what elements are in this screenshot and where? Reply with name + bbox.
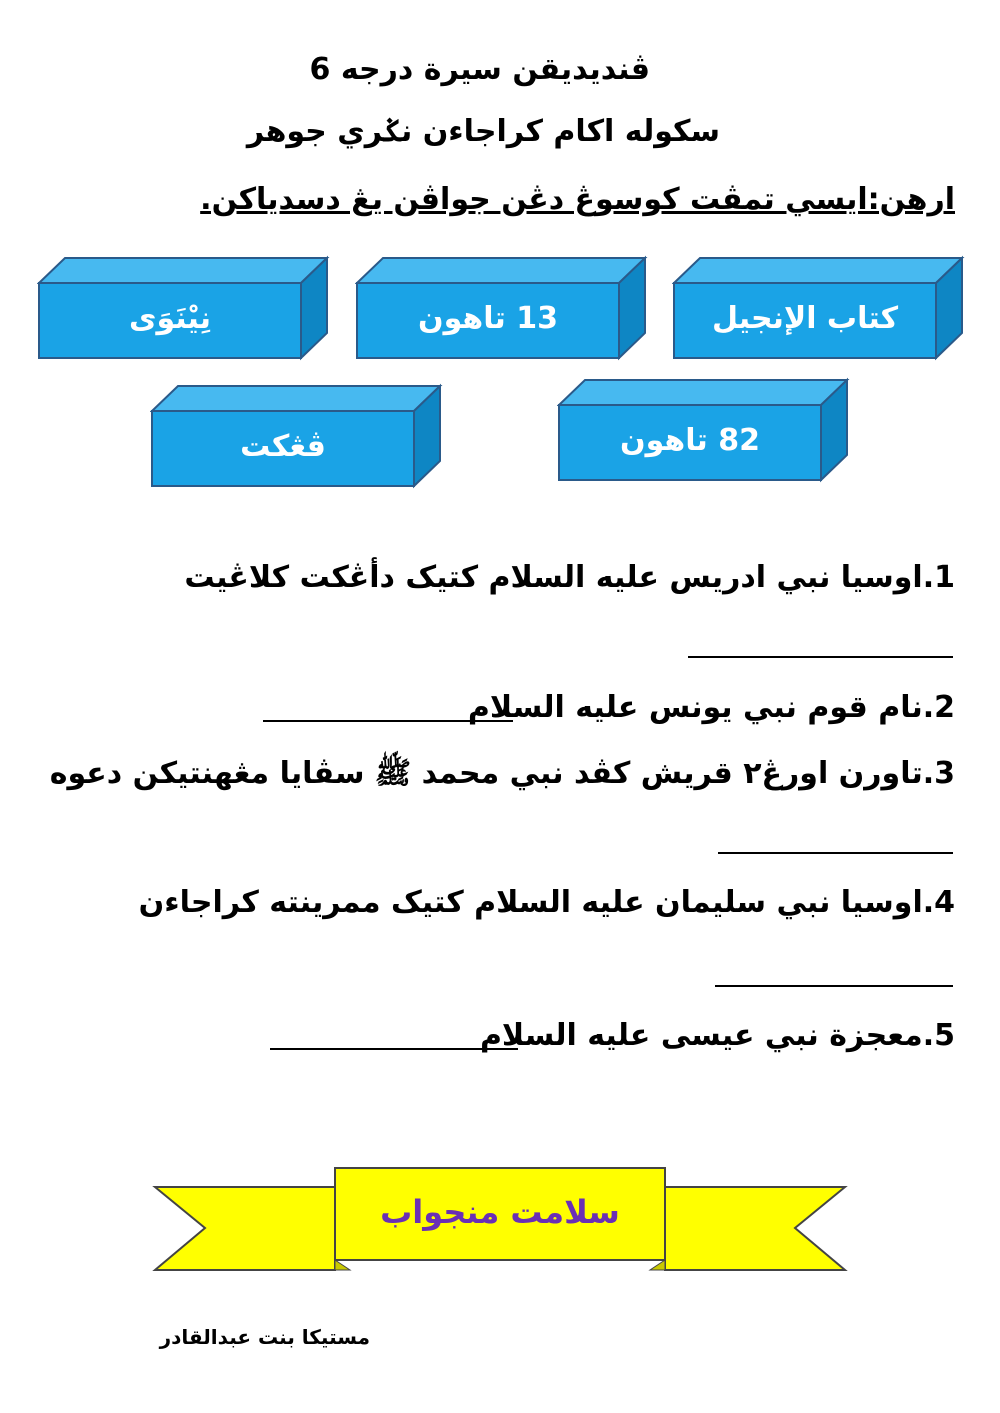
word-box-injil [672,255,972,365]
word-box-label: 13 تاهون [418,301,558,336]
question-5: 5.معجزة نبي عيسى عليه السلام [479,1018,955,1053]
answer-blank-4[interactable] [715,985,953,987]
author-credit: مستيكا بنت عبدالقادر [159,1325,370,1349]
word-box-nineveh [37,255,337,365]
word-box-label: نِيْنَوَى [128,301,212,336]
closing-banner [150,1165,850,1285]
question-4: 4.اوسيا نبي سليمان عليه السلام كتيک ممرينته كراجاءن [138,885,955,920]
page-title: ڤنديديقن سيرة درجه 6 [309,52,650,87]
instruction: ارهن:ايسي تمڤت كوسوڠ دڠن جواڤن يڠ دسدياكن. [200,182,955,217]
word-box-label: كتاب الإنجيل [711,301,899,336]
question-2: 2.نام قوم نبي يونس عليه السلام [467,690,955,725]
answer-blank-1[interactable] [688,656,953,658]
answer-blank-5[interactable] [270,1048,518,1050]
word-box-angkat [150,383,450,493]
question-1: 1.اوسيا نبي ادريس عليه السلام كتيک دأڠكت كلاڠيت [184,560,955,595]
banner-text: سلامت منجواب [380,1193,620,1231]
school-name: سكوله اکام كراجاءن نݢري جوهر [246,114,720,149]
word-box-13-years [355,255,655,365]
word-box-82-years [557,377,857,487]
answer-blank-2[interactable] [263,720,513,722]
word-box-label: 82 تاهون [620,423,760,458]
answer-blank-3[interactable] [718,852,953,854]
question-3: 3.تاورن اورڠ٢ قريش كڤد نبي محمد ﷺ سڤايا مڠهنتيكن دعوه [49,756,955,791]
word-box-label: ڤڠكت [240,429,326,464]
